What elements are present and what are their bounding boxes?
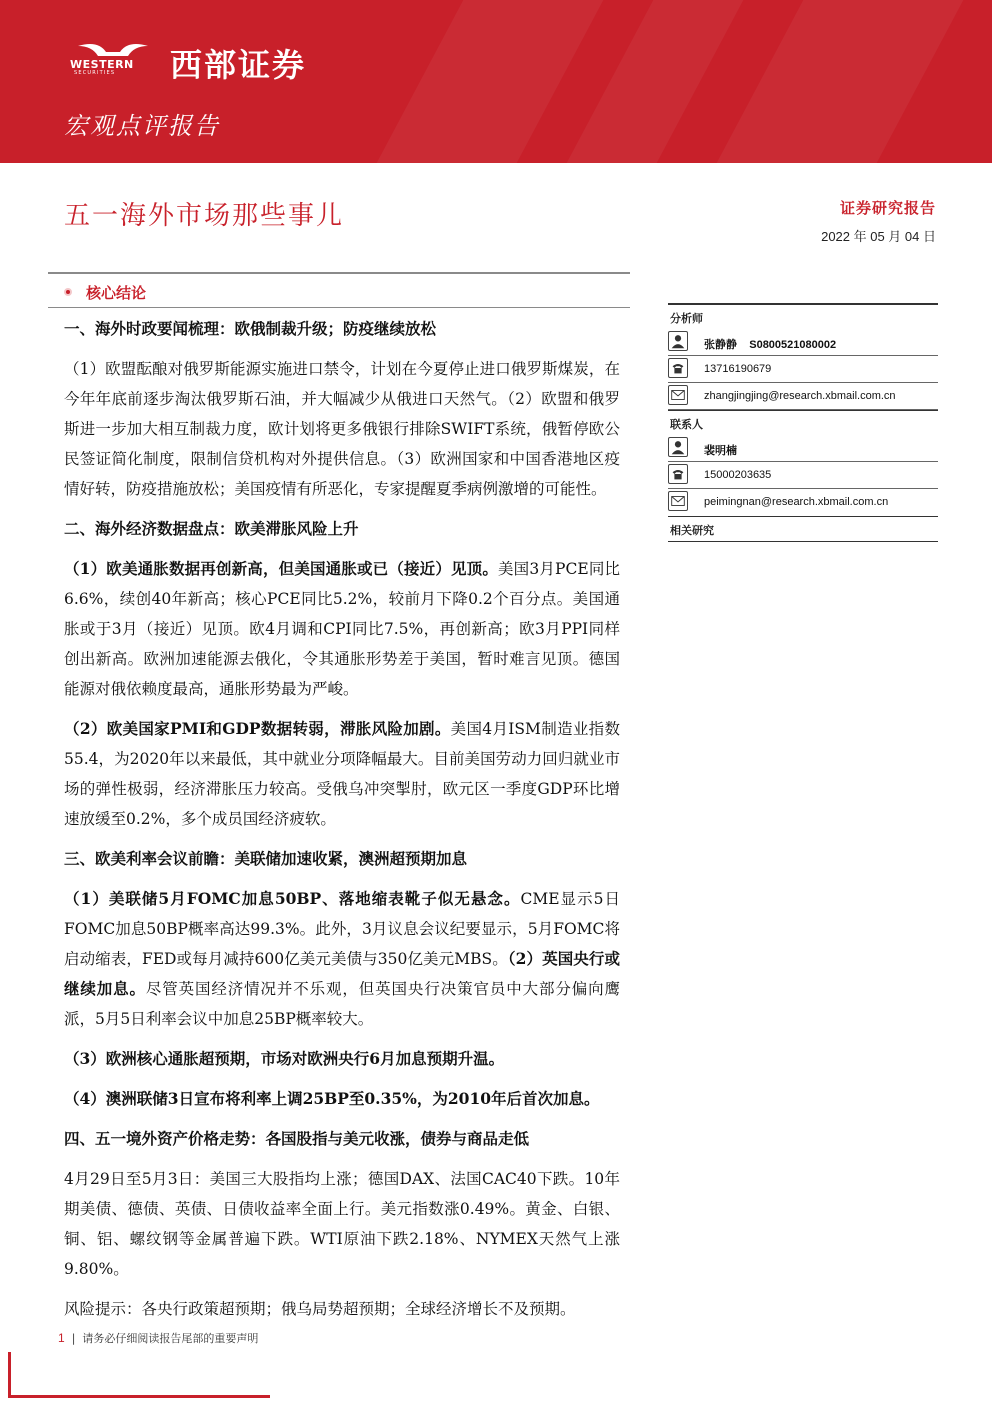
analyst-phone-row — [668, 356, 938, 383]
contact-name: 裴明楠 — [704, 444, 737, 457]
mail-icon — [668, 491, 688, 511]
sidebar — [668, 303, 938, 542]
heading-1: 一、海外时政要闻梳理：欧俄制裁升级；防疫继续放松 — [64, 319, 437, 338]
paragraph-6 — [64, 1084, 620, 1114]
contact-phone: 15000203635 — [704, 469, 772, 481]
divider — [48, 307, 630, 308]
logo-text-cn: 西部证券 — [170, 46, 307, 84]
section-heading-text: 核心结论 — [86, 284, 147, 302]
paragraph-2-lead: （1）欧美通胀数据再创新高，但美国通胀或已（接近）见顶。 — [64, 559, 499, 578]
heading-3: 三、欧美利率会议前瞻：美联储加速收紧，澳洲超预期加息 — [64, 849, 468, 868]
logo-text-en: WESTERN — [70, 58, 134, 71]
header-banner — [0, 0, 992, 163]
banner-stripe — [717, 0, 964, 163]
corner-accent — [8, 1352, 11, 1398]
analyst-email[interactable]: zhangjingjing@research.xbmail.com.cn — [704, 390, 896, 402]
phone-icon — [668, 358, 688, 378]
contact-name-row — [668, 435, 938, 462]
paragraph-4-body: CME显示5日FOMC加息50BP概率高达99.3%。此外，3月议息会议纪要显示，5月FOMC将启动缩表，FED或每月减持600亿美元美债与350亿美元MBS。 — [64, 890, 620, 968]
analyst-info — [704, 336, 836, 352]
analyst-label: 分析师 — [670, 312, 703, 325]
paragraph-2-body: 美国3月PCE同比6.6%，续创40年新高；核心PCE同比5.2%，较前月下降0.2个百分点。美国通胀或于3月（接近）见顶。欧4月调和CPI同比7.5%，再创新高；欧3月PPI同样创出新高。欧洲加速能源去俄化，令其通胀形势差于美国，暂时难言见顶。德国能源对俄依赖度最高，通胀形势最为严峻。 — [64, 560, 620, 698]
person-icon — [668, 331, 688, 351]
main-content — [64, 314, 620, 1324]
paragraph-4b-body: 尽管英国经济情况并不乐观，但英国央行决策官员中大部分偏向鹰派，5月5日利率会议中加息25BP概率较大。 — [64, 980, 620, 1028]
banner-stripe — [567, 0, 744, 163]
paragraph-6-lead: （4）澳洲联储3日宣布将利率上调25BP至0.35%，为2010年后首次加息。 — [64, 1089, 600, 1108]
risk-notice: 风险提示：各央行政策超预期；俄乌局势超预期；全球经济增长不及预期。 — [64, 1300, 576, 1318]
footer-separator: | — [71, 1332, 76, 1345]
mail-icon — [668, 385, 688, 405]
phone-icon — [668, 464, 688, 484]
report-category: 宏观点评报告 — [64, 112, 220, 140]
banner-stripe — [377, 0, 604, 163]
analyst-name: 张静静 — [704, 338, 737, 351]
contact-email-row — [668, 489, 938, 516]
report-type-label: 证券研究报告 — [839, 199, 936, 217]
contact-email[interactable]: peimingnan@research.xbmail.com.cn — [704, 496, 889, 508]
paragraph-7: 4月29日至5月3日：美国三大股指均上涨；德国DAX、法国CAC40下跌。10年期美债、德债、英债、日债收益率全面上行。美元指数涨0.49%。黄金、白银、铜、铝、螺纹钢等金属普遍下跌。WTI原油下跌2.18%、NYMEX天然气上涨9.80%。 — [64, 1170, 620, 1278]
divider — [48, 272, 630, 274]
contact-label: 联系人 — [670, 418, 703, 431]
footer-notice: 请务必仔细阅读报告尾部的重要声明 — [82, 1332, 259, 1345]
page-title: 五一海外市场那些事儿 — [64, 201, 345, 231]
paragraph-3-lead: （2）欧美国家PMI和GDP数据转弱，滞胀风险加剧。 — [64, 719, 451, 738]
paragraph-3 — [64, 714, 620, 834]
page-number: 1 — [58, 1331, 65, 1345]
analyst-email-row — [668, 383, 938, 410]
paragraph-5 — [64, 1044, 620, 1074]
paragraph-4-lead: （1）美联储5月FOMC加息50BP、落地缩表靴子似无悬念。 — [64, 889, 521, 908]
paragraph-3-body: 美国4月ISM制造业指数55.4，为2020年以来最低，其中就业分项降幅最大。目前美国劳动力回归就业市场的弹性极弱，经济滞胀压力较高。受俄乌冲突掣肘，欧元区一季度GDP环比增速放缓至0.2%，多个成员国经济疲软。 — [64, 720, 620, 828]
report-date: 2022 年 05 月 04 日 — [821, 229, 936, 244]
footer — [58, 1330, 258, 1346]
person-icon — [668, 437, 688, 457]
paragraph-2 — [64, 554, 620, 704]
contact-phone-row — [668, 462, 938, 489]
sidebar-divider — [668, 541, 938, 542]
contact-info — [704, 442, 737, 458]
logo-text-en-sub: SECURITIES — [74, 70, 116, 76]
heading-4: 四、五一境外资产价格走势：各国股指与美元收涨，债券与商品走低 — [64, 1129, 530, 1148]
related-research-label: 相关研究 — [670, 524, 714, 537]
paragraph-4 — [64, 884, 620, 1034]
paragraph-1: （1）欧盟酝酿对俄罗斯能源实施进口禁令，计划在今夏停止进口俄罗斯煤炭，在今年年底前逐步淘汰俄罗斯石油，并大幅减少从俄进口天然气。（2）欧盟和俄罗斯进一步加大相互制裁力度，欧计划将更多俄银行排除SWIFT系统，俄暂停欧公民签证简化制度，限制信贷机构对外提供信息。（3）欧洲国家和中国香港地区疫情好转，防疫措施放松；美国疫情有所恶化，专家提醒夏季病例激增的可能性。 — [64, 360, 620, 498]
analyst-phone: 13716190679 — [704, 363, 772, 375]
corner-accent — [8, 1395, 270, 1398]
analyst-cert-id: S0800521080002 — [749, 339, 837, 351]
paragraph-5-lead: （3）欧洲核心通胀超预期，市场对欧洲央行6月加息预期升温。 — [64, 1049, 505, 1068]
heading-2: 二、海外经济数据盘点：欧美滞胀风险上升 — [64, 519, 359, 538]
section-heading — [64, 282, 146, 303]
bullet-icon — [64, 288, 72, 296]
paragraph-4b-lead: （2）英国央行或继续加息。 — [64, 949, 620, 998]
analyst-name-row — [668, 329, 938, 356]
